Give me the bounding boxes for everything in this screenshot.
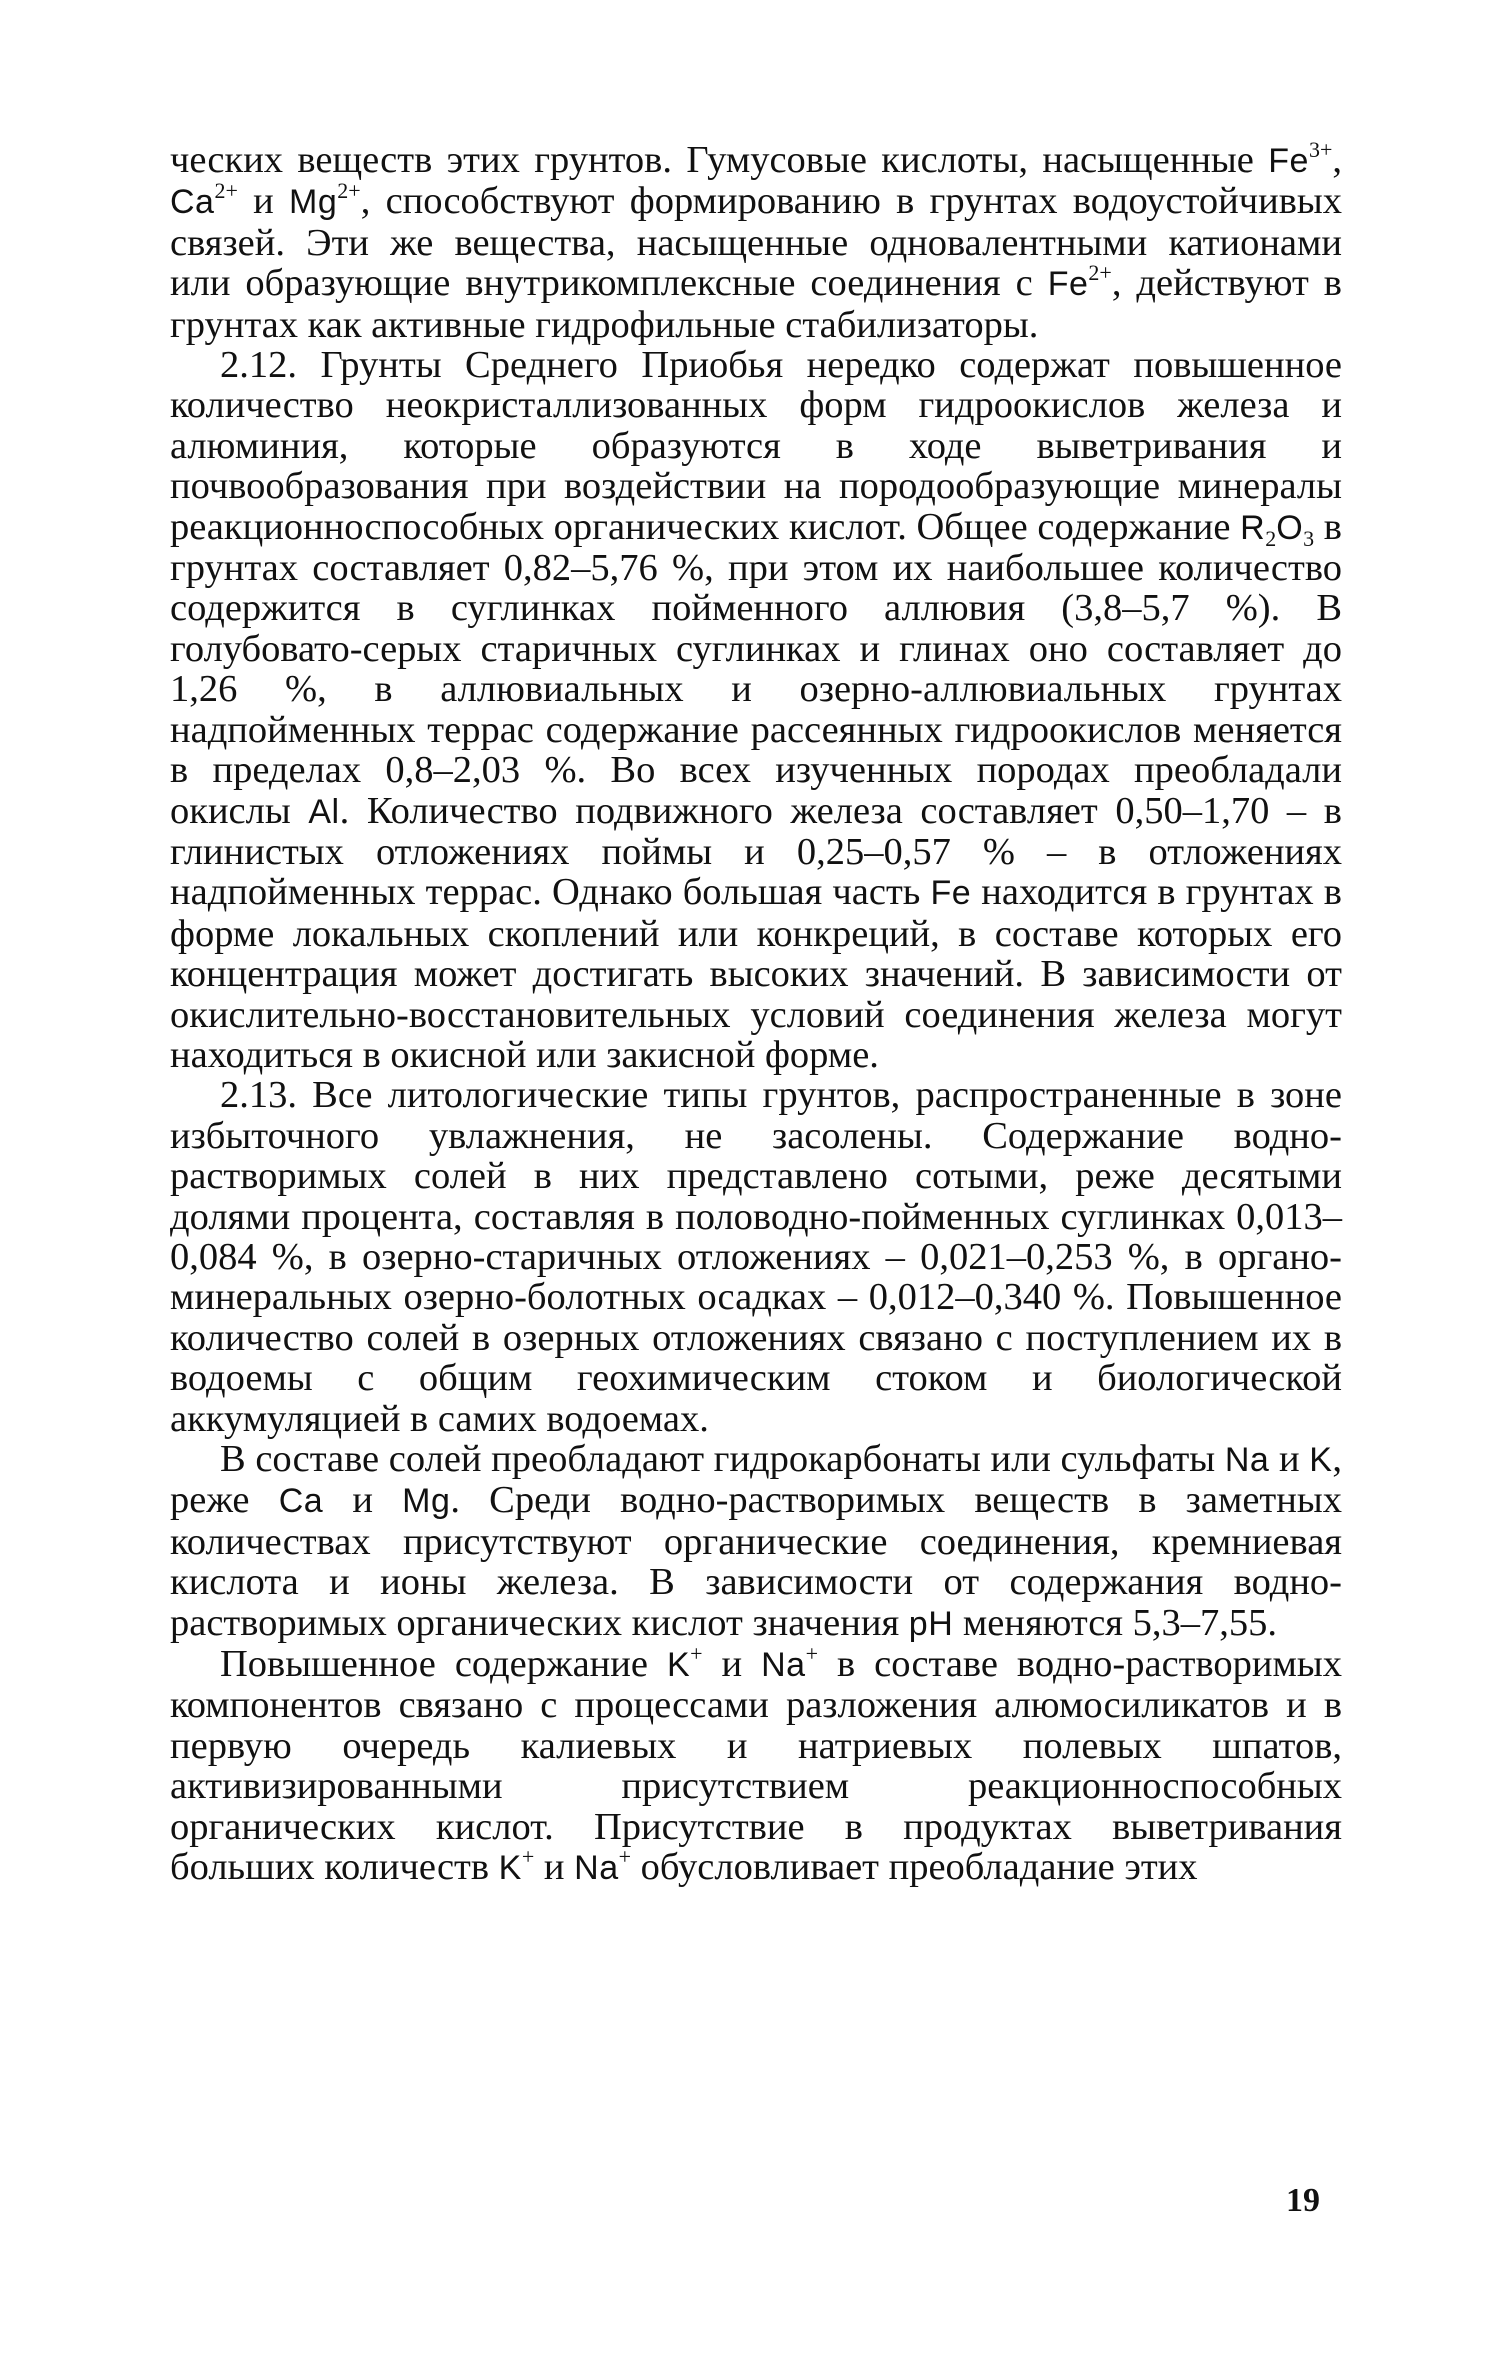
formula-k-ion: K xyxy=(498,1849,522,1888)
paragraph-humic-acids: ческих веществ этих грунтов. Гумусовые кислоты, насыщенные $Fe^{3+}$, $Ca^{2+}$ и $Mg^{2+}$, способствуют формированию в грунтах водоустойчивых связей. Эти же вещества, насыщенные одновалентными катионами или образующие внутрикомплексные соединения с $Fe^{2+}$, действуют в грунтах как активные гидрофильные стабилизаторы. xyxy=(170,137,1343,346)
paragraph-k-na-content: Повышенное содержание K+ и Na+ в составе водно-растворимых компонентов связано с процессами разложения алюмосиликатов и в первую очередь калиевых и натриевых полевых шпатов, активизированными присутствием реакционноспособных органических кислот. Присутствие в продуктах выветривания больших количеств K+ и Na+ обусловливает преобладание этих xyxy=(170,1641,1342,1889)
formula-fe: Fe xyxy=(1268,142,1309,180)
formula-mg: Mg xyxy=(289,183,338,222)
page-body xyxy=(170,137,1343,2200)
page-number: 19 xyxy=(1286,2182,1320,2219)
formula-k-ion: K xyxy=(666,1646,691,1685)
formula-na: Na xyxy=(1224,1441,1270,1479)
paragraph-2-13: 2.13. Все литологические типы грунтов, распространенные в зоне избыточного увлажнения, не засолены. Содержание водно-растворимых солей в них представлено сотыми, реже десятыми долями процента, составляя в половодно-пойменных суглинках 0,013–0,084 %, в озерно-старичных отложениях – 0,021–0,253 %, в органо-минеральных озерно-болотных осадках – 0,012–0,340 %. Повышенное количество солей в озерных отложениях связано с поступлением их в водоемы с общим геохимическим стоком и биологической аккумуляцией в самих водоемах. xyxy=(170,1074,1342,1440)
paragraph-2-12: 2.12. Грунты Среднего Приобья нередко содержат повышенное количество неокристаллизованных форм гидроокислов железа и алюминия, которые образуются в ходе выветривания и почвообразования при воздействии на породообразующие минералы реакционноспособных органических кислот. Общее содержание $R_2O_3$ в грунтах составляет 0,82–5,76 %, при этом их наибольшее количество содержится в суглинках пойменного аллювия (3,8–5,7 %). В голубовато-серых старичных суглинках и глинах оно составляет до 1,26 %, в аллювиальных и озерно-аллювиальных грунтах надпойменных террас содержание рассеянных гидроокислов меняется в пределах 0,8–2,03 %. Во всех изученных породах преобладали окислы Al. Количество подвижного железа составляет 0,50–1,70 – в глинистых отложениях поймы и 0,25–0,57 % – в отложениях надпойменных террас. Однако большая часть Fe находится в грунтах в форме локальных скоплений или конкреций, в составе которых его концентрация может достигать высоких значений. В зависимости от окислительно-восстановительных условий соединения железа могут находиться в окисной или закисной форме. xyxy=(170,344,1342,1076)
paragraph-salts-composition: В составе солей преобладают гидрокарбонаты или сульфаты Na и K, реже Ca и Mg. Среди водно-растворимых веществ в заметных количествах присутствуют органические соединения, кремниевая кислота и ионы железа. В зависимости от содержания водно-растворимых органических кислот значения pH меняются 5,3–7,55. xyxy=(170,1438,1342,1644)
formula-ph: pH xyxy=(908,1604,954,1643)
formula-al: Al xyxy=(308,792,340,831)
formula-na-ion: Na xyxy=(761,1646,806,1685)
formula-na-ion: Na xyxy=(574,1849,619,1888)
formula-fe: Fe xyxy=(930,874,972,913)
formula-mg: Mg xyxy=(402,1482,451,1521)
formula-ca: Ca xyxy=(170,183,215,222)
formula-fe: Fe xyxy=(1047,265,1089,304)
formula-ca: Ca xyxy=(278,1482,324,1521)
formula-r2o3: R xyxy=(1240,508,1266,547)
formula-k: K xyxy=(1309,1441,1333,1479)
